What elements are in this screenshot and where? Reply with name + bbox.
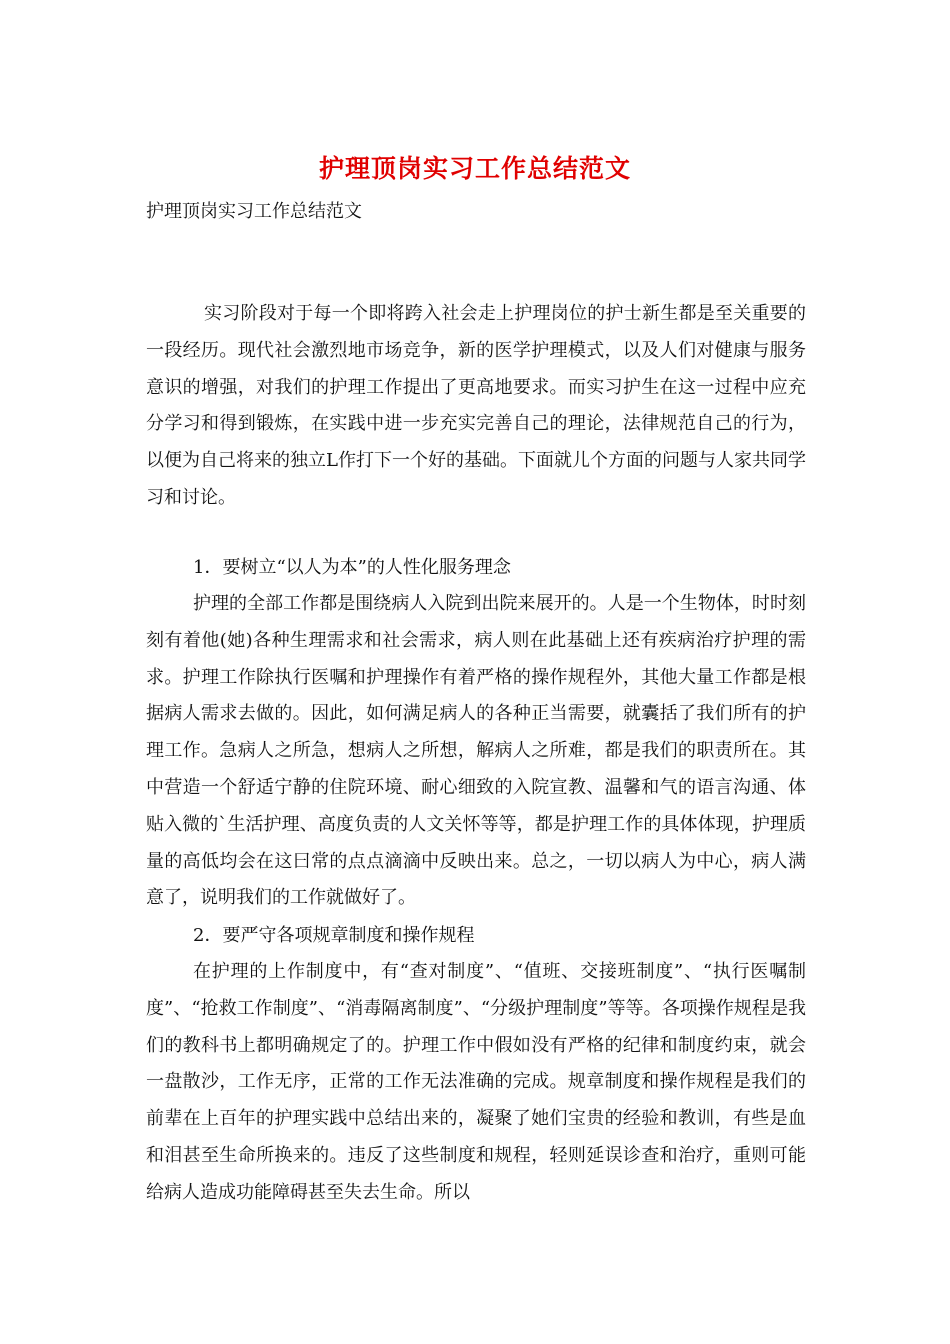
section-2-paragraph: 在护理的上作制度中，有“查对制度”、“值班、交接班制度”、“执行医嘱制度”、“抢救工作制度”、“消毒隔离制度”、“分级护理制度”等等。各项操作规程是我们的教科书上都明确规定了的。护理工作中假如没有严格的纪律和制度约束，就会一盘散沙，工作无序，正常的工作无法准确的完成。规章制度和操作规程是我们的前辈在上百年的护理实践中总结出来的，凝聚了她们宝贵的经验和教训，有些是血和泪甚至生命所换来的。违反了这些制度和规程，轻则延误诊查和治疗，重则可能给病人造成功能障碍甚至失去生命。所以 <box>146 961 806 1203</box>
section-2-heading: 2．要严守各项规章制度和操作规程 <box>193 925 475 946</box>
section-1-paragraph: 护理的全部工作都是围绕病人入院到出院来展开的。人是一个生物体，时时刻刻有着他(她)各种生理需求和社会需求，病人则在此基础上还有疾病治疗护理的需求。护理工作除执行医嘱和护理操作有着严格的操作规程外，其他大量工作都是根据病人需求去做的。因此，如何满足病人的各种正当需要，就囊括了我们所有的护理工作。急病人之所急，想病人之所想，解病人之所难，都是我们的职责所在。其中营造一个舒适宁静的住院环境、耐心细致的入院宣教、温馨和气的语言沟通、体贴入微的`生活护理、高度负责的人文关怀等等，都是护理工作的具体体现，护理质量的高低均会在这曰常的点点滴滴中反映出来。总之，一切以病人为中心，病人满意了，说明我们的工作就做好了。 <box>146 593 806 909</box>
section-1-heading: 1．要树立“以人为本”的人性化服务理念 <box>193 557 511 578</box>
document-title: 护理顶岗实习工作总结范文 <box>318 154 631 183</box>
intro-paragraph: 实习阶段对于每一个即将跨入社会走上护理岗位的护士新生都是至关重要的一段经历。现代社会激烈地市场竞争，新的医学护理模式，以及人们对健康与服务意识的增强，对我们的护理工作提出了更高地要求。而实习护生在这一过程中应充分学习和得到锻炼，在实践中进一步充实完善自己的理论，法律规范自己的行为，以便为自己将来的独立L作打下一个好的基础。下面就儿个方面的问题与人家共同学习和讨论。 <box>146 303 806 508</box>
document-subtitle: 护理顶岗实习工作总结范文 <box>146 201 362 222</box>
